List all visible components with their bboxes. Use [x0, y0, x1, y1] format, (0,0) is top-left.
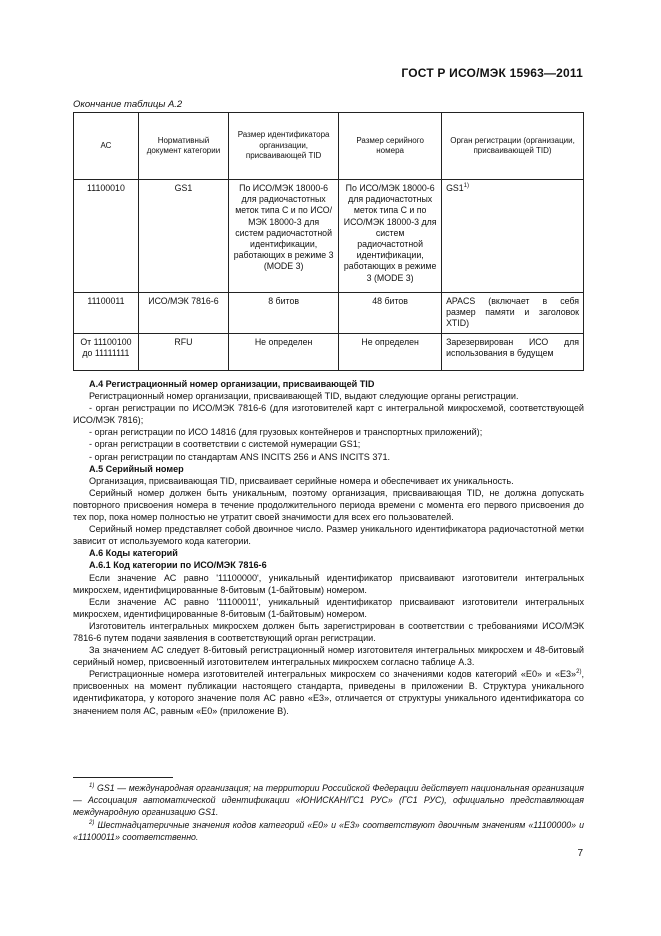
footnote-1 — [73, 782, 584, 818]
section-heading-a4: А.4 Регистрационный номер организации, присваивающей TID — [89, 379, 375, 389]
page-number: 7 — [577, 848, 583, 859]
paragraph: Серийный номер представляет собой двоичное число. Размер уникального идентификатора радиочастотной метки зависит от используемого кода категории. — [73, 524, 584, 547]
table-row — [74, 180, 584, 293]
footnote-ref-1: 1) — [463, 183, 470, 190]
paragraph-part: , присвоенных на момент публикации настоящего стандарта, приведены в приложении В. Структура уникального идентификатора, у которого значение поля АС равно «Е3», отличается от структуры уникального идентификатора со значением поля АС, равным «Е0» (приложение В). — [73, 669, 584, 716]
list-item: - орган регистрации в соответствии с системой нумерации GS1; — [89, 439, 361, 450]
cell-serial-size: Не определен — [339, 333, 442, 370]
paragraph: Если значение АС равно '11100000', уникальный идентификатор присваивают изготовители интегральных микросхем, идентифицированные 8-битовым (1-байтовым) номером. — [73, 572, 584, 595]
table-row — [74, 333, 584, 370]
header-tid-size: Размер идентификатора организации, присваивающей TID — [229, 113, 339, 180]
footnote-text: Шестнадцатеричные значения кодов категорий «Е0» и «Е3» соответствуют двоичным значениям «11100000» и «11100011» соответственно. — [73, 820, 584, 842]
table-header-row — [74, 113, 584, 180]
cell-doc: RFU — [138, 333, 228, 370]
cell-tid-size: 8 битов — [229, 293, 339, 334]
paragraph: За значением АС следует 8-битовый регистрационный номер изготовителя интегральных микросхем и 48-битовый серийный номер, присвоенный изготовителем интегральных микросхем согласно таблице А.3. — [73, 645, 584, 668]
header-normative-doc: Нормативный документ категории — [138, 113, 228, 180]
cell-ac: 11100010 — [74, 180, 139, 293]
footnotes — [73, 782, 584, 844]
body-text — [73, 378, 584, 717]
header-registrar: Орган регистрации (организации, присваивающей TID) — [442, 113, 584, 180]
list-item: - орган регистрации по ИСО 14816 (для грузовых контейнеров и транспортных приложений); — [89, 427, 483, 438]
cell-serial-size: По ИСО/МЭК 18000-6 для радиочастотных меток типа С и по ИСО/МЭК 18000-3 для систем радиочастотной идентификации, работающих в режиме 3 (MODE 3) — [339, 180, 442, 293]
header-ac: АС — [74, 113, 139, 180]
footnote-divider — [73, 777, 173, 778]
cell-registrar — [442, 180, 584, 293]
cell-ac: От 11100100 до 11111111 — [74, 333, 139, 370]
cell-tid-size: Не определен — [229, 333, 339, 370]
footnote-ref-2: 2) — [576, 669, 582, 676]
registration-table — [73, 112, 584, 371]
paragraph: Регистрационный номер организации, присваивающей TID, выдают следующие органы регистрации. — [89, 391, 519, 402]
footnote-2 — [73, 819, 584, 843]
section-heading-a5: А.5 Серийный номер — [89, 463, 184, 474]
footnote-mark: 1) — [89, 783, 95, 790]
section-heading-a6: А.6 Коды категорий — [89, 548, 178, 559]
cell-doc: GS1 — [138, 180, 228, 293]
standard-code: ГОСТ Р ИСО/МЭК 15963—2011 — [401, 66, 583, 80]
paragraph-part: Регистрационные номера изготовителей интегральных микросхем со значениями кодов категорий «Е0» и «Е3» — [89, 669, 577, 680]
footnote-mark: 2) — [89, 820, 95, 827]
paragraph: Изготовитель интегральных микросхем должен быть зарегистрирован в соответствии с требованиями ИСО/МЭК 7816-6 путем подачи заявления в соответствующий орган регистрации. — [73, 620, 584, 643]
paragraph — [73, 668, 584, 716]
list-item: - орган регистрации по стандартам ANS INCITS 256 и ANS INCITS 371. — [89, 451, 391, 462]
cell-ac: 11100011 — [74, 293, 139, 334]
list-item: - орган регистрации по ИСО/МЭК 7816-6 (для изготовителей карт с интегральной микросхемой, соответствующей ИСО/МЭК 7816); — [73, 403, 584, 426]
registrar-text: GS1 — [446, 183, 464, 193]
paragraph: Организация, присваивающая TID, присваивает серийные номера и обеспечивает их уникальность. — [89, 475, 514, 486]
section-heading-a61: А.6.1 Код категории по ИСО/МЭК 7816-6 — [89, 560, 267, 571]
footnote-text: GS1 — международная организация; на территории Российской Федерации действует национальная организация — Ассоциация автоматической идентификации «ЮНИСКАН/ГС1 РУС» (ГС1 РУС), официально представляющая международную организацию GS1. — [73, 783, 584, 817]
paragraph: Если значение АС равно '11100011', уникальный идентификатор присваивают изготовители интегральных микросхем, идентифицированные 8-битовым (1-байтовым) номером. — [73, 596, 584, 619]
cell-registrar: APACS (включает в себя размер памяти и заголовок XTID) — [442, 293, 584, 334]
paragraph: Серийный номер должен быть уникальным, поэтому организация, присваивающая TID, не должна допускать повторного присвоения номера в течение продолжительного периода времени с момента его первого присвоения до тех пор, пока номер полностью не утратит своей значимости для всех его пользователей. — [73, 487, 584, 523]
cell-doc: ИСО/МЭК 7816-6 — [138, 293, 228, 334]
table-caption: Окончание таблицы А.2 — [73, 99, 183, 110]
cell-serial-size: 48 битов — [339, 293, 442, 334]
table-row — [74, 293, 584, 334]
cell-tid-size: По ИСО/МЭК 18000-6 для радиочастотных меток типа С и по ИСО/МЭК 18000-3 для систем радиочастотной идентификации, работающих в режиме 3 (MODE 3) — [229, 180, 339, 293]
header-serial-size: Размер серийного номера — [339, 113, 442, 180]
cell-registrar: Зарезервирован ИСО для использования в будущем — [442, 333, 584, 370]
